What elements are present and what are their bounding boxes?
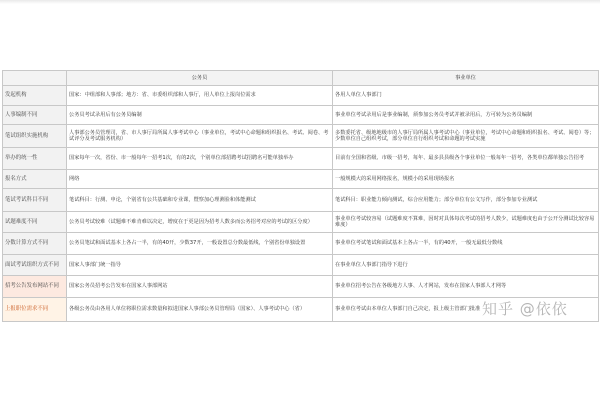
table-row [3,276,599,298]
row-civil-cell: 国家每年一次，省份、市一般每年一招考1次，有的2次，个别单位部招聘考试招聘名可能单独举办 [67,148,333,170]
table-row [3,170,599,189]
row-public-cell: 在事业单位人事部门指导下进行 [333,255,599,276]
row-public-cell: 事业单位招考公告在各级地方人事、人才网站，发布在国家人事部人才网等 [333,276,599,298]
table-row [3,148,599,170]
row-category: 分数计算方式不同 [3,233,67,255]
row-category: 上报职位需求不同 [3,298,67,322]
row-civil-cell: 公务员笔试和面试基本上各占一半，有的40开，少数37开，一般设置总分数最低线，个别省份单独设置 [67,233,333,255]
table-row [3,106,599,125]
row-civil-cell: 人事部公务员管理司，省、市人事厅局所属人事考试中心（事业单位，考试中心命题和组织报名、考试、阅卷、考试评分及考试服务机构） [67,125,333,148]
row-public-cell: 目前有全国和省级、市级一招考，每年、最多县县级各个事业单位一般每年一招考，各类单位都单独公告招考 [333,148,599,170]
zhihu-watermark: 知乎 @依依 [482,300,568,318]
row-civil-cell: 各级公务员由各用人单位将职位需求数量和拟进国家人事部公务员管理局（国家）、人事考试中心（省） [67,298,333,322]
top-shadow [0,0,600,4]
comparison-table [2,70,599,322]
header-row [3,71,599,86]
row-category: 举办的统一性 [3,148,67,170]
table-row [3,189,599,212]
table-row [3,255,599,276]
table-row [3,233,599,255]
row-civil-cell: 公务员考试较难（试题难不难肯难以决定，增度在于更是因为招考人数多而公务招考对应的考试的区分度） [67,212,333,233]
row-category: 发起机构 [3,86,67,106]
header-civil-servant: 公务员 [67,71,333,86]
row-public-cell: 事业单位考试笔试和面试基本上各占一半，有的40开，一般无最低分数线 [333,233,599,255]
row-public-cell: 一般规模大的采用网络报名，规模小的采用现场报名 [333,170,599,189]
table-row [3,125,599,148]
row-public-cell: 多数委托省、级地地级市的人事厅局所属人事考试中心（事业单位，考试中心命题和组织报名、考试、阅卷）等；少数单位自己组织考试，部分单位自行组织考试和命题的考试实施 [333,125,599,148]
row-civil-cell: 国家公务员招考公告发布在国家人事部网站 [67,276,333,298]
row-civil-cell: 国家人事部门统一指导 [67,255,333,276]
row-category: 试题难度不同 [3,212,67,233]
row-category: 笔试组织实施机构 [3,125,67,148]
row-category: 笔试考试科目不同 [3,189,67,212]
row-civil-cell: 国家：中组部和人事部；地方：省、市委组织部和人事厅，用人单位上报岗位需求 [67,86,333,106]
row-category: 报名方式 [3,170,67,189]
table-row [3,86,599,106]
header-public-institution: 事业单位 [333,71,599,86]
row-public-cell: 事业单位考试较容易（试题难度不算难，因时对具体每次考试的招考人数少，试题难度也由于公开分测试比较容易难度） [333,212,599,233]
row-civil-cell: 网络 [67,170,333,189]
row-public-cell: 事业单位考试录用后是事业编制，须参加公务员考试并被录用后，方可转为公务员编制 [333,106,599,125]
row-category: 人事编制不同 [3,106,67,125]
row-category: 招考公告发布网站不同 [3,276,67,298]
row-civil-cell: 公务员考试录用后有公务员编制 [67,106,333,125]
row-category: 面试考试组织方式不同 [3,255,67,276]
row-civil-cell: 笔试科目：行测、申论，个别省有公共基础和专业课，暨察加心理测验和体能测试 [67,189,333,212]
row-public-cell: 笔试科目：职业能力倾向测试，综合应用能力；部分单位有公文写作，部分参加专业测试 [333,189,599,212]
row-public-cell: 各用人单位人事部门 [333,86,599,106]
table-row [3,212,599,233]
header-category [3,71,67,86]
row-public-cell: 事业单位考试由本单位人事部门自己决定，报上级主管部门批准 [333,298,599,322]
